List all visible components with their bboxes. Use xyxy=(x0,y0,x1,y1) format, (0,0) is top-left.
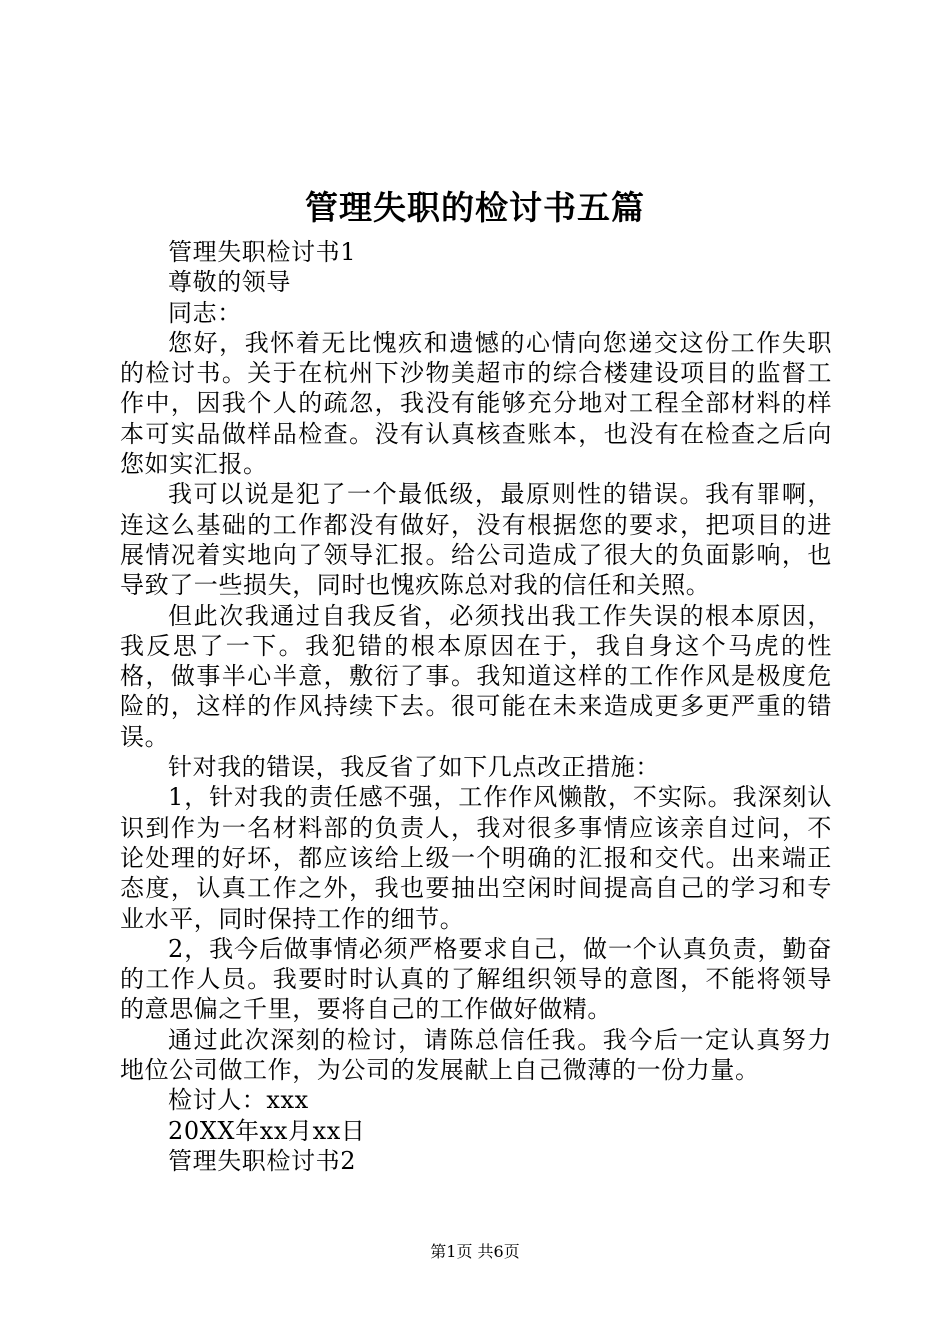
page-number: 第1页 共6页 xyxy=(430,1242,520,1261)
section-heading: 管理失职检讨书1 xyxy=(168,238,357,266)
list-item: 1，针对我的责任感不强，工作作风懒散，不实际。我深刻认识到作为一名材料部的负责人，我对很多事情应该亲自过问，不论处理的好坏，都应该给上级一个明确的汇报和交代。出来端正态度，认真工作之外，我也要抽出空闲时间提高自己的学习和专业水平，同时保持工作的细节。 xyxy=(120,783,832,933)
body-paragraph: 我可以说是犯了一个最低级，最原则性的错误。我有罪啊，连这么基础的工作都没有做好，没有根据您的要求，把项目的进展情况着实地向了领导汇报。给公司造成了很大的负面影响，也导致了一些损失，同时也愧疚陈总对我的信任和关照。 xyxy=(120,480,832,600)
body-paragraph: 针对我的错误，我反省了如下几点改正措施： xyxy=(168,753,660,782)
closing-paragraph: 通过此次深刻的检讨，请陈总信任我。我今后一定认真努力地位公司做工作，为公司的发展献上自己微薄的一份力量。 xyxy=(120,1025,832,1085)
document-body xyxy=(120,237,832,1176)
body-paragraph: 您好，我怀着无比愧疚和遗憾的心情向您递交这份工作失职的检讨书。关于在杭州下沙物美超市的综合楼建设项目的监督工作中，因我个人的疏忽，我没有能够充分地对工程全部材料的样本可实品做样品检查。没有认真核查账本，也没有在检查之后向您如实汇报。 xyxy=(120,328,832,479)
date-line: 20XX年xx月xx日 xyxy=(168,1116,366,1145)
document-title: 管理失职的检讨书五篇 xyxy=(305,188,645,227)
list-item: 2，我今后做事情必须严格要求自己，做一个认真负责，勤奋的工作人员。我要时时认真的了解组织领导的意图，不能将领导的意思偏之千里，要将自己的工作做好做精。 xyxy=(120,934,832,1024)
section-heading: 管理失职检讨书2 xyxy=(168,1146,357,1175)
body-paragraph: 但此次我通过自我反省，必须找出我工作失误的根本原因，我反思了一下。我犯错的根本原因在于，我自身这个马虎的性格，做事半心半意，敷衍了事。我知道这样的工作作风是极度危险的，这样的作风持续下去。很可能在未来造成更多更严重的错误。 xyxy=(120,601,832,751)
salutation: 尊敬的领导 xyxy=(168,268,291,297)
salutation-continued: 同志： xyxy=(168,298,242,327)
signature: 检讨人：xxx xyxy=(168,1086,309,1115)
